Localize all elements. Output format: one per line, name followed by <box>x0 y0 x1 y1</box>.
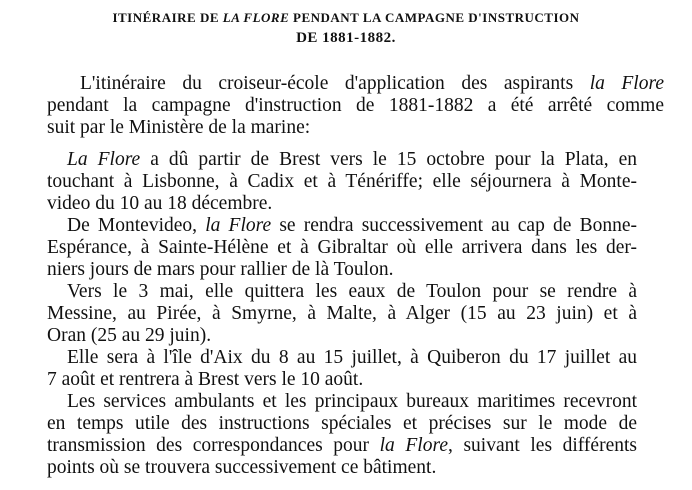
text-run: se rendra successivement au cap de Bonne- <box>271 215 637 236</box>
ship-name: La Flore <box>67 149 141 170</box>
text-run: a dû partir de Brest vers le 15 octobre pour la Plata, en <box>140 149 637 170</box>
text-run: De Montevideo, <box>67 215 206 236</box>
ship-name: la Flore <box>589 73 664 94</box>
ship-name: la Flore <box>205 215 272 236</box>
text-run: L'itinéraire du croiseur-école d'application des aspirants <box>80 73 590 94</box>
title-line-2: DE 1881-1882. <box>296 30 396 46</box>
text-run: , suivant les différents <box>447 435 637 456</box>
title-ship-name: LA FLORE <box>222 10 290 25</box>
document-page: ITINÉRAIRE DE LA FLORE PENDANT LA CAMPAGNE D'INSTRUCTION DE 1881-1882. L'itinéraire du croiseur-école d'application des aspirants la Flore pendant la campagne d'instruction de 1881-1882 a été arrêté comme suit par le Ministère de la marine: La Flore a dû partir de Brest vers le 15 octobre pour la Plata, en touchant à Lisbonne, à Cadix et à Ténériffe; elle séjournera à Monte- video du 10 au 18 décembre. De Montevideo, la Flore se rendra successivement au cap de Bonne- Espérance, à Sainte-Hélène et à Gibraltar où elle arrivera dans les der- niers jours de mars pour rallier de là Toulon. Vers le 3 mai, elle quittera les eaux de Toulon pour se rendre à Messine, au Pirée, à Smyrne, à Malte, à Alger (15 au 23 juin) et à Oran (25 au 29 juin). Elle sera à l'île d'Aix du 8 au 15 juillet, à Quiberon du 17 juillet au 7 août et rentrera à Brest vers le 10 août. Les services ambulants et les principaux bureaux maritimes recevront en temps utile des instructions spéciales et précises sur le mode de transmission des correspondances pour la Flore, suivant les différents points où se trouvera successivement ce bâtiment. <box>0 0 692 490</box>
title-prefix: ITINÉRAIRE DE <box>112 10 220 25</box>
title-line-1 <box>0 10 692 26</box>
ship-name: la Flore <box>379 435 448 456</box>
text-run: transmission des correspondances pour <box>47 435 380 456</box>
title-suffix: PENDANT LA CAMPAGNE D'INSTRUCTION <box>293 10 580 25</box>
